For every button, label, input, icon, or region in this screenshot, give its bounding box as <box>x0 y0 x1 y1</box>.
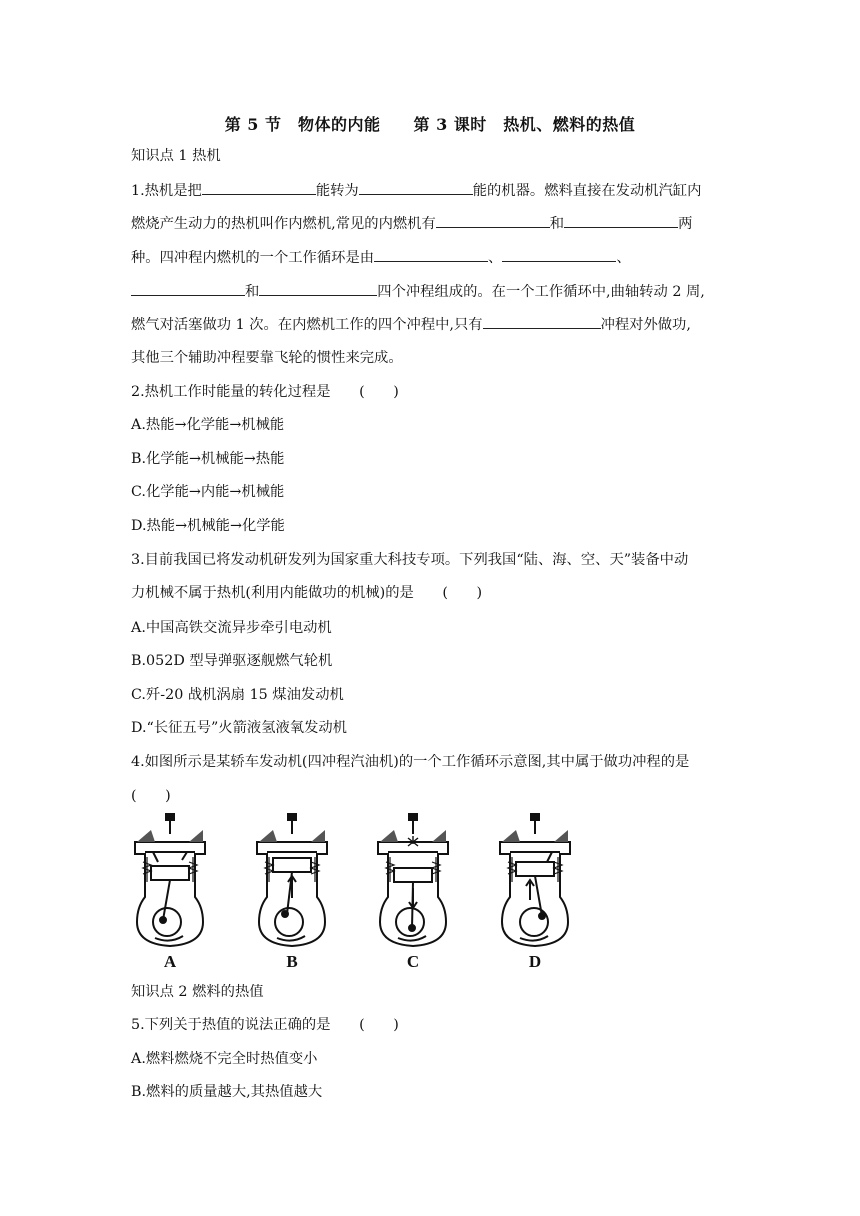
q1-text: 燃气对活塞做功 1 次。在内燃机工作的四个冲程中,只有 <box>131 317 483 333</box>
q1-line-4 <box>131 281 705 302</box>
q3-option-d[interactable]: D.“长征五号”火箭液氢液氧发动机 <box>131 720 347 736</box>
q1-text: 四个冲程组成的。在一个工作循环中,曲轴转动 2 周, <box>377 284 705 300</box>
answer-blank[interactable] <box>359 180 473 195</box>
answer-blank[interactable] <box>202 180 316 195</box>
q1-text: 、 <box>488 250 503 266</box>
section-heading-fuel-heat-value: 知识点 2 燃料的热值 <box>131 984 264 1000</box>
engine-a-label: A <box>163 952 177 971</box>
q1-text: 和 <box>245 284 260 300</box>
engine-stroke-diagram <box>120 812 590 974</box>
q1-line-2 <box>131 213 692 234</box>
q1-line-5 <box>131 314 691 335</box>
q5-stem: 5.下列关于热值的说法正确的是 ( ) <box>131 1017 399 1033</box>
q1-text: 燃烧产生动力的热机叫作内燃机,常见的内燃机有 <box>131 216 436 232</box>
engine-c-label: C <box>406 952 420 971</box>
engine-d-illustration[interactable] <box>490 812 580 952</box>
q1-text: 1.热机是把 <box>131 183 202 199</box>
q1-text: 和 <box>549 216 565 232</box>
answer-blank[interactable] <box>564 213 678 228</box>
q1-text: 能的机器。燃料直接在发动机汽缸内 <box>472 183 702 199</box>
page-title: 第 5 节 物体的内能 第 3 课时 热机、燃料的热值 <box>224 115 636 134</box>
engine-b-illustration[interactable] <box>247 812 337 952</box>
q4-stem-line-2: ( ) <box>131 788 171 804</box>
q2-option-b[interactable]: B.化学能→机械能→热能 <box>131 451 285 467</box>
answer-blank[interactable] <box>374 247 488 262</box>
q3-option-b[interactable]: B.052D 型导弹驱逐舰燃气轮机 <box>131 653 333 669</box>
q1-text: 能转为 <box>315 183 359 199</box>
engine-a-illustration[interactable] <box>125 812 215 952</box>
q4-stem-line-1: 4.如图所示是某轿车发动机(四冲程汽油机)的一个工作循环示意图,其中属于做功冲程的是 <box>131 754 690 770</box>
answer-blank[interactable] <box>483 314 601 329</box>
q2-stem: 2.热机工作时能量的转化过程是 ( ) <box>131 384 399 400</box>
engine-b-label: B <box>286 952 298 971</box>
q5-option-a[interactable]: A.燃料燃烧不完全时热值变小 <box>131 1051 318 1067</box>
engine-d-label: D <box>528 952 542 971</box>
q1-text: 、 <box>616 250 631 266</box>
section-heading-heat-engine: 知识点 1 热机 <box>131 148 221 164</box>
q3-stem-line-1: 3.目前我国已将发动机研发列为国家重大科技专项。下列我国“陆、海、空、天”装备中动 <box>131 552 689 568</box>
answer-blank[interactable] <box>502 247 616 262</box>
answer-blank[interactable] <box>436 213 550 228</box>
q1-text: 两 <box>678 216 693 232</box>
q1-text: 种。四冲程内燃机的一个工作循环是由 <box>131 250 375 266</box>
q3-option-c[interactable]: C.歼-20 战机涡扇 15 煤油发动机 <box>131 687 344 703</box>
q5-option-b[interactable]: B.燃料的质量越大,其热值越大 <box>131 1084 323 1100</box>
q2-option-a[interactable]: A.热能→化学能→机械能 <box>131 417 285 433</box>
q2-option-d[interactable]: D.热能→机械能→化学能 <box>131 518 285 534</box>
answer-blank[interactable] <box>131 281 245 296</box>
q1-line-6: 其他三个辅助冲程要靠飞轮的惯性来完成。 <box>131 350 403 366</box>
q1-text: 冲程对外做功, <box>600 317 691 333</box>
q3-option-a[interactable]: A.中国高铁交流异步牵引电动机 <box>131 620 332 636</box>
q1-line-1 <box>131 180 701 201</box>
q1-line-3 <box>131 247 631 268</box>
q2-option-c[interactable]: C.化学能→内能→机械能 <box>131 484 285 500</box>
answer-blank[interactable] <box>259 281 377 296</box>
q3-stem-line-2: 力机械不属于热机(利用内能做功的机械)的是 ( ) <box>131 585 483 601</box>
engine-c-illustration[interactable] <box>368 812 458 952</box>
